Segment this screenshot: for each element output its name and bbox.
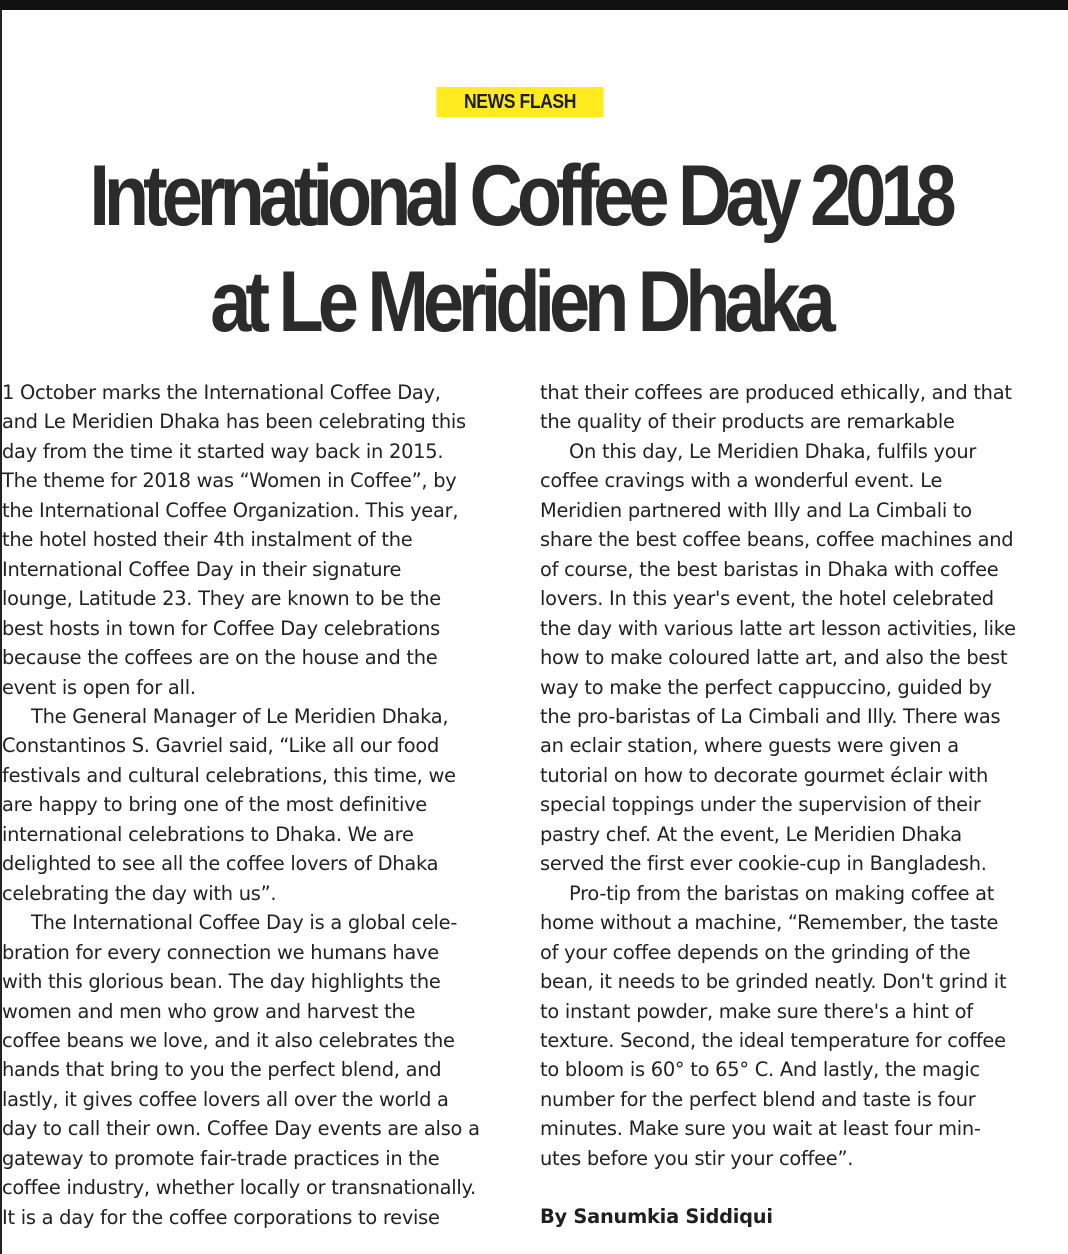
body-line: that their coffees are produced ethically, and that — [540, 381, 1012, 404]
body-line: utes before you stir your coffee”. — [540, 1146, 854, 1170]
body-line: women and men who grow and harvest the — [2, 999, 416, 1023]
body-line: served the first ever cookie-cup in Bangladesh. — [540, 852, 987, 876]
body-line: The General Manager of Le Meridien Dhaka, — [31, 704, 449, 728]
body-line: lounge, Latitude 23. They are known to be the — [2, 587, 441, 611]
body-line: day from the time it started way back in 2015. — [2, 439, 444, 463]
author-byline: By Sanumkia Siddiqui — [540, 1205, 773, 1228]
body-line: lovers. In this year's event, the hotel celebrated — [540, 587, 994, 611]
body-line: special toppings under the supervision of their — [540, 793, 981, 817]
body-line: with this glorious bean. The day highlights the — [2, 970, 441, 994]
body-line: coffee cravings with a wonderful event. Le — [540, 469, 943, 493]
body-line: bration for every connection we humans have — [2, 940, 439, 964]
body-line: pastry chef. At the event, Le Meridien Dhaka — [540, 822, 962, 846]
body-line: number for the perfect blend and taste is four — [540, 1087, 976, 1111]
body-line: The International Coffee Day is a global cele- — [31, 911, 458, 935]
body-line: coffee beans we love, and it also celebrates the — [2, 1028, 455, 1052]
news-flash-label: NEWS FLASH — [436, 87, 603, 117]
body-line: share the best coffee beans, coffee machines and — [540, 528, 1014, 552]
body-line: of your coffee depends on the grinding of the — [540, 940, 971, 964]
body-line: of course, the best baristas in Dhaka with coffee — [540, 557, 999, 581]
body-line: best hosts in town for Coffee Day celebrations — [2, 616, 441, 640]
body-line: way to make the perfect cappuccino, guided by — [540, 675, 992, 699]
body-line: International Coffee Day in their signature — [2, 557, 402, 581]
body-line: an eclair station, where guests were given a — [540, 734, 959, 758]
body-line: and Le Meridien Dhaka has been celebrating this — [2, 410, 466, 434]
body-line: international celebrations to Dhaka. We are — [2, 822, 414, 846]
body-line: It is a day for the coffee corporations to revise — [2, 1205, 440, 1229]
body-line: because the coffees are on the house and the — [2, 646, 438, 670]
body-line: the quality of their products are remarkable — [540, 410, 955, 434]
body-line: the International Coffee Organization. This year, — [2, 498, 459, 522]
body-line: minutes. Make sure you wait at least four min- — [540, 1117, 981, 1141]
headline-line-2: at Le Meridien Dhaka — [210, 254, 830, 350]
body-line: home without a machine, “Remember, the taste — [540, 911, 999, 935]
headline-line-1: International Coffee Day 2018 — [89, 148, 951, 244]
kicker-container — [0, 87, 1040, 117]
body-line: texture. Second, the ideal temperature for coffee — [540, 1028, 1006, 1052]
body-line: On this day, Le Meridien Dhaka, fulfils your — [569, 439, 977, 463]
body-line: to bloom is 60° to 65° C. And lastly, the magic — [540, 1058, 980, 1082]
body-line: Meridien partnered with Illy and La Cimbali to — [540, 498, 972, 522]
body-line: to instant powder, make sure there's a hint of — [540, 999, 973, 1023]
body-line: tutorial on how to decorate gourmet éclair with — [540, 763, 989, 787]
body-line: bean, it needs to be grinded neatly. Don't grind it — [540, 970, 1007, 994]
body-line: gateway to promote fair-trade practices in the — [2, 1146, 440, 1170]
body-line: the hotel hosted their 4th instalment of the — [2, 528, 413, 552]
body-line: Constantinos S. Gavriel said, “Like all our food — [2, 734, 440, 758]
article-headline — [0, 143, 1040, 355]
body-line: 1 October marks the International Coffee Day, — [2, 381, 441, 404]
body-line: are happy to bring one of the most definitive — [2, 793, 427, 817]
body-line: day to call their own. Coffee Day events are also a — [2, 1117, 480, 1141]
body-line: The theme for 2018 was “Women in Coffee”, by — [2, 469, 457, 493]
body-line: the day with various latte art lesson activities, like — [540, 616, 1016, 640]
body-line: Pro-tip from the baristas on making coffee at — [569, 881, 995, 905]
article-column-left — [2, 378, 507, 1232]
body-line: event is open for all. — [2, 675, 196, 699]
body-line: festivals and cultural celebrations, this time, we — [2, 763, 456, 787]
body-line: lastly, it gives coffee lovers all over the world a — [2, 1087, 449, 1111]
body-line: celebrating the day with us”. — [2, 881, 277, 905]
top-border-bar — [0, 0, 1068, 10]
article-column-right — [540, 378, 1045, 1173]
body-line: how to make coloured latte art, and also the best — [540, 646, 1008, 670]
body-line: coffee industry, whether locally or transnationally. — [2, 1176, 476, 1200]
body-line: the pro-baristas of La Cimbali and Illy. There was — [540, 704, 1001, 728]
body-line: hands that bring to you the perfect blend, and — [2, 1058, 442, 1082]
body-line: delighted to see all the coffee lovers of Dhaka — [2, 852, 439, 876]
